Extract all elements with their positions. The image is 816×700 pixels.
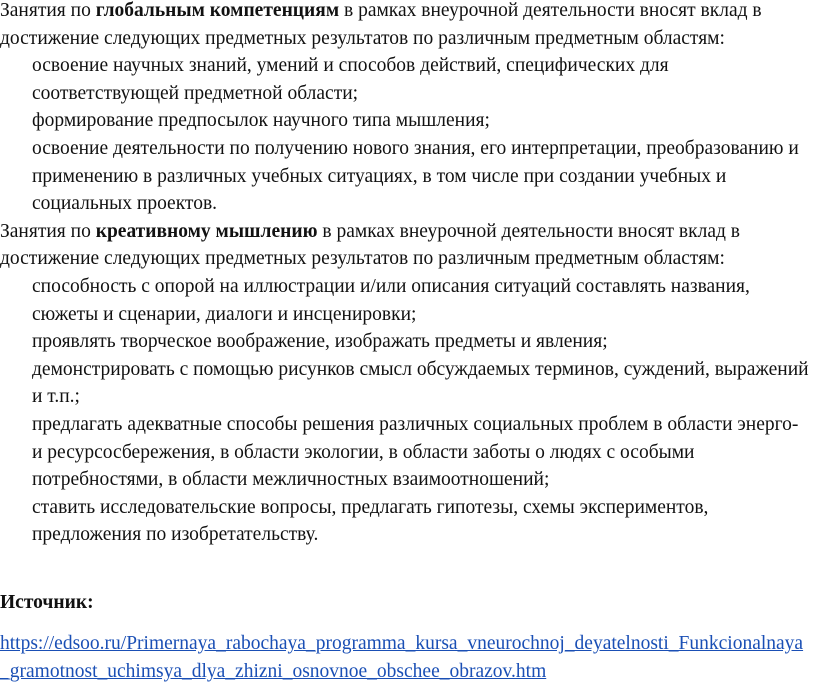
list-item: проявлять творческое воображение, изображать предметы и явления; bbox=[32, 331, 608, 353]
section2-intro bbox=[0, 218, 812, 273]
source-link[interactable]: https://edsoo.ru/Primernaya_rabochaya_programma_kursa_vneurochnoj_deyatelnosti_Funkcionalnaya_gramotnost_uchimsya_dlya_zhizni_osnovnoe_obschee_obrazov.htm bbox=[0, 633, 804, 683]
list-item: способность с опорой на иллюстрации и/или описания ситуаций составлять названия, сюжеты и сценарии, диалоги и инсценировки; bbox=[32, 275, 750, 325]
section1-intro-pre: Занятия по bbox=[0, 0, 96, 21]
section2-intro-pre: Занятия по bbox=[0, 220, 96, 242]
section1-intro-bold: глобальным компетенциям bbox=[95, 0, 340, 21]
section2-list bbox=[0, 273, 812, 549]
section2-intro-bold: креативному мышлению bbox=[95, 220, 318, 242]
list-item: демонстрировать с помощью рисунков смысл обсуждаемых терминов, суждений, выражений и т.п.; bbox=[32, 358, 809, 408]
list-item: предлагать адекватные способы решения различных социальных проблем в области энерго- и ресурсосбережения, в области экологии, в области заботы о людях с особыми потребностями, в области межличностных взаимоотношений; bbox=[32, 413, 799, 491]
section1-intro bbox=[0, 0, 812, 52]
list-item: ставить исследовательские вопросы, предлагать гипотезы, схемы экспериментов, предложения по изобретательству. bbox=[32, 496, 709, 546]
section1-list bbox=[0, 52, 812, 218]
list-item: освоение научных знаний, умений и способов действий, специфических для соответствующей предметной области; bbox=[32, 55, 669, 104]
section1-intro-post: в рамках внеурочной деятельности вносят вклад в достижение следующих предметных результатов по различным предметным областям: bbox=[0, 0, 762, 49]
list-item: освоение деятельности по получению нового знания, его интерпретации, преобразованию и применению в различных учебных ситуациях, в том числе при создании учебных и социальных проектов. bbox=[32, 137, 799, 215]
spacer bbox=[0, 549, 812, 589]
source-heading: Источник: bbox=[0, 591, 94, 613]
list-item: формирование предпосылок научного типа мышления; bbox=[32, 110, 490, 132]
section2-intro-post: в рамках внеурочной деятельности вносят вклад в достижение следующих предметных результатов по различным предметным областям: bbox=[0, 220, 740, 270]
